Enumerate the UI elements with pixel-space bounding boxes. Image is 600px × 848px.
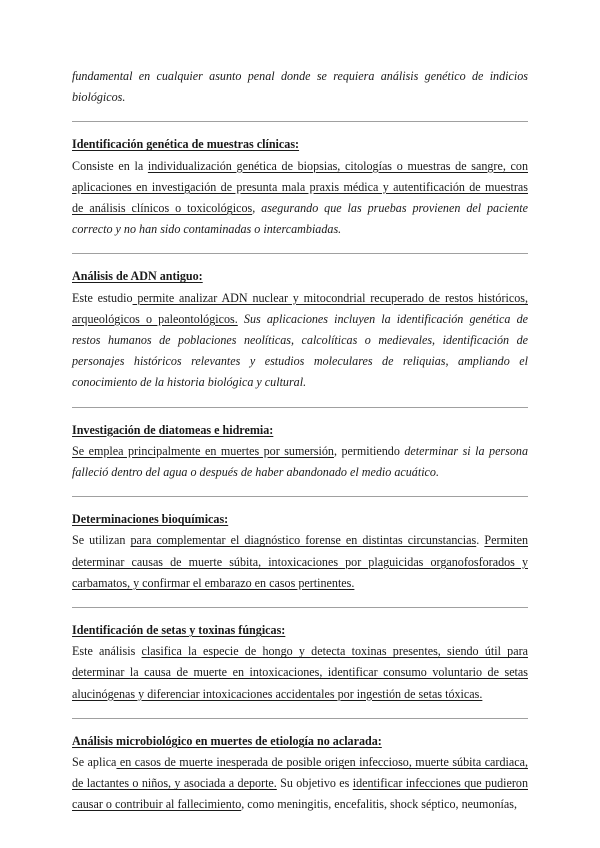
section-body	[72, 752, 528, 816]
body-text: Este análisis	[72, 644, 142, 659]
section-biochemical	[72, 509, 528, 594]
section-body	[72, 156, 528, 241]
section-heading: Análisis microbiológico en muertes de etiología no aclarada:	[72, 733, 382, 748]
section-body	[72, 441, 528, 483]
body-underlined-text: en casos de muerte inesperada de posible origen infeccioso, muerte súbita cardiaca, de lactantes o niños, y asociada a deporte.	[72, 755, 528, 791]
body-text: , como meningitis, encefalitis, shock séptico, neumonías,	[241, 797, 517, 812]
body-italic-text: Sus aplicaciones incluyen la identificación genética de restos humanos de poblaciones neolíticas, calcolíticas o medievales, identificación de personajes históricos relevantes y estudios moleculares de reliquias, ampliando el conocimiento de la historia biológica y cultural.	[72, 311, 528, 390]
body-italic-text: , asegurando que las pruebas provienen del paciente correcto y no han sido contaminadas o intercambiadas.	[72, 201, 528, 237]
section-heading: Identificación de setas y toxinas fúngicas:	[72, 623, 286, 638]
section-ancient-dna	[72, 266, 528, 393]
section-microbiological	[72, 731, 528, 816]
section-fungal-toxins	[72, 620, 528, 705]
body-underlined-text: clasifica la especie de hongo y detecta toxinas presentes, siendo útil para determinar la causa de muerte en intoxicaciones, identificar consumo voluntario de setas alucinógenas y diferenciar intoxicaciones accidentales por ingestión de setas tóxicas.	[72, 644, 528, 701]
section-heading: Investigación de diatomeas e hidremia:	[72, 422, 274, 437]
body-text: Su objetivo es	[276, 776, 353, 791]
section-body	[72, 288, 528, 394]
body-text: , permitiendo	[333, 443, 405, 458]
section-body	[72, 530, 528, 594]
body-text: Se aplica	[72, 755, 117, 770]
body-underlined-text: Se emplea principalmente en muertes por sumersión	[72, 443, 334, 458]
document-page	[72, 66, 528, 816]
body-text: Este estudio	[72, 290, 133, 305]
body-underlined-text: identificar infecciones que pudieron causar o contribuir al fallecimiento	[72, 776, 529, 812]
section-diatoms	[72, 420, 528, 484]
section-heading: Identificación genética de muestras clínicas:	[72, 137, 300, 152]
intro-paragraph: fundamental en cualquier asunto penal donde se requiera análisis genético de indicios biológicos.	[72, 69, 528, 105]
body-underlined-text: permite analizar ADN nuclear y mitocondrial recuperado de restos históricos, arqueológicos o paleontológicos.	[72, 290, 528, 326]
body-text: Consiste en la	[72, 158, 148, 173]
body-text: Se utilizan	[72, 533, 131, 548]
body-underlined-text: individualización genética de biopsias, citologías o muestras de sangre, con aplicaciones en investigación de presunta mala praxis médica y autentificación de muestras de análisis clínicos o toxicológicos	[72, 158, 528, 216]
body-underlined-text: para complementar el diagnóstico forense en distintas circunstancias	[130, 533, 477, 548]
section-body	[72, 641, 528, 705]
body-text: .	[476, 533, 485, 548]
section-heading: Análisis de ADN antiguo:	[72, 269, 203, 284]
section-heading: Determinaciones bioquímicas:	[72, 512, 229, 527]
body-underlined-text: Permiten determinar causas de muerte súbita, intoxicaciones por plaguicidas organofosforados y carbamatos, y confirmar el embarazo en casos pertinentes.	[72, 533, 529, 590]
section-clinical-genetic-id	[72, 134, 528, 240]
body-italic-text: determinar si la persona falleció dentro del agua o después de haber abandonado el medio acuático.	[72, 443, 528, 480]
